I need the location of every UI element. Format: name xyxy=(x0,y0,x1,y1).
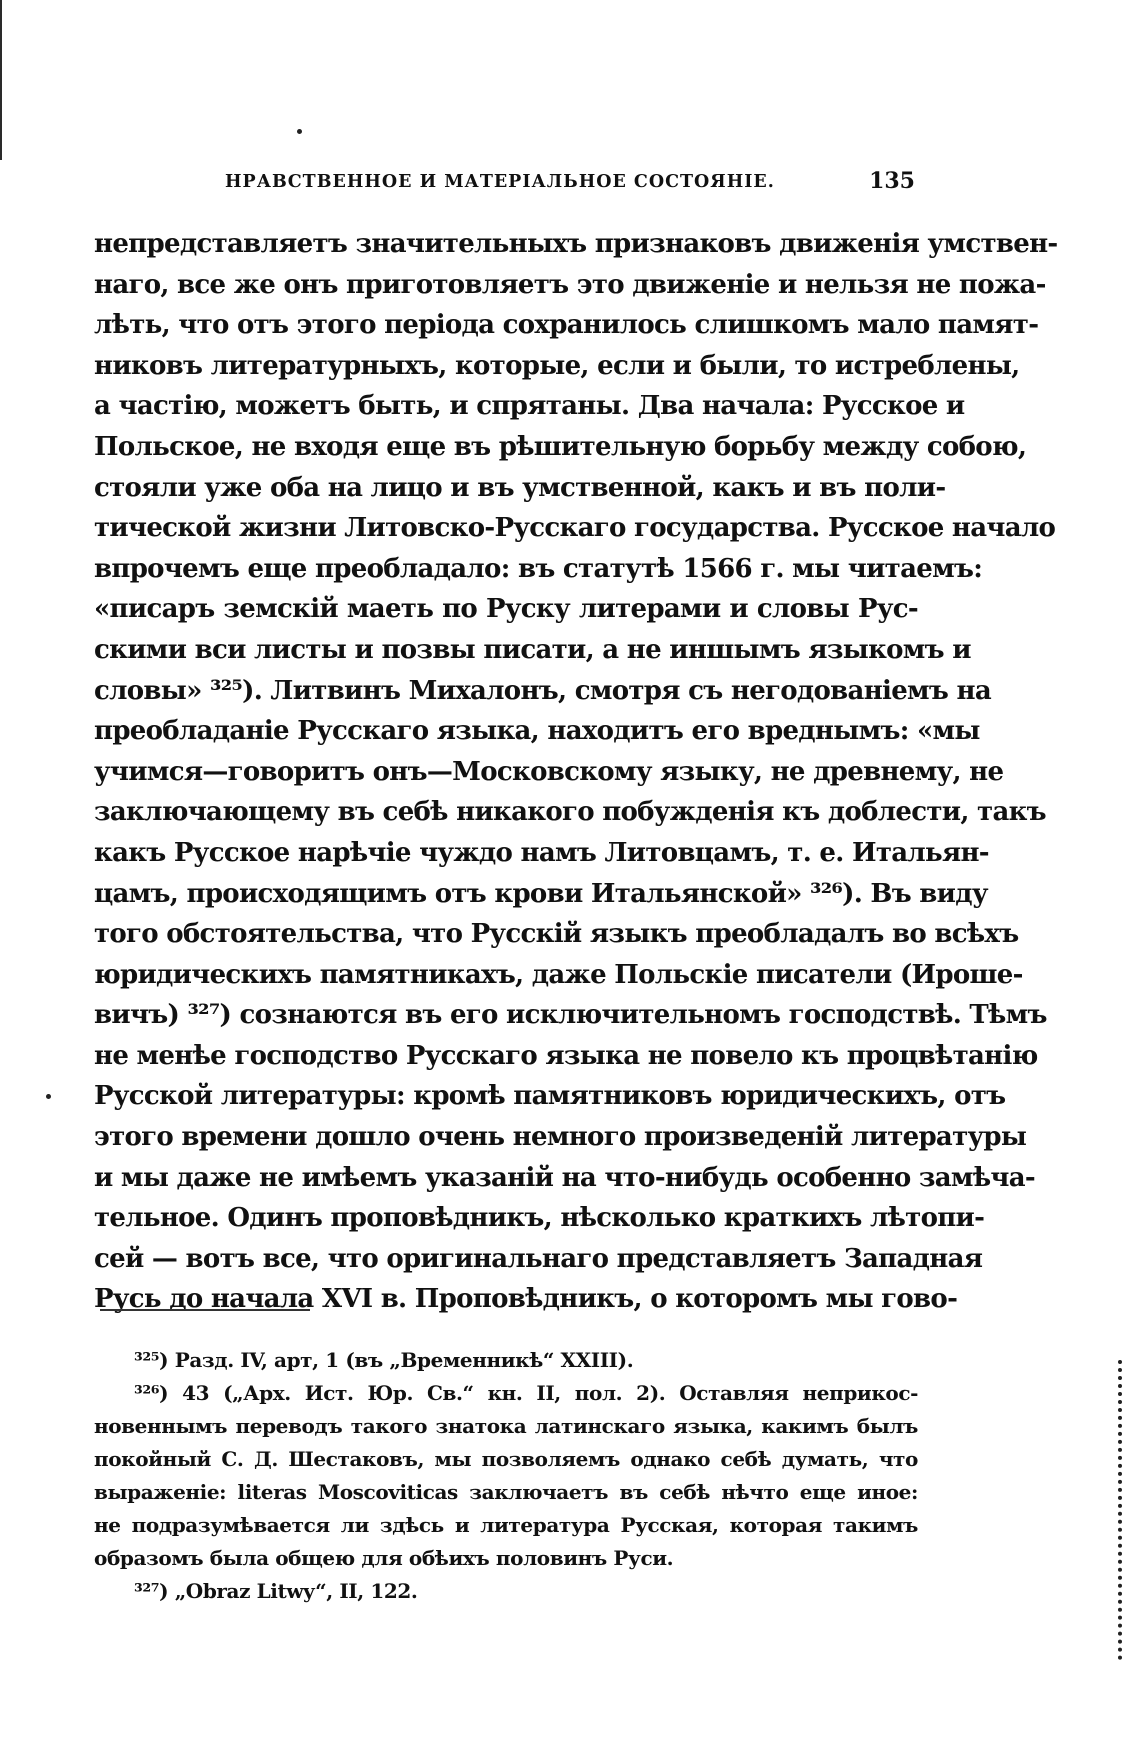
text-line: стояли уже оба на лицо и въ умственной, какъ и въ поли- xyxy=(94,472,946,503)
text-line: какъ Русское нарѣчіе чуждо намъ Литовцамъ, т. е. Итальян- xyxy=(94,837,989,868)
text-line: не менѣе господство Русскаго языка не повело къ процвѣтанію xyxy=(94,1040,1038,1071)
scan-speck xyxy=(46,1094,51,1099)
footnote-326: ³²⁶) 43 („Арх. Ист. Юр. Св.“ кн. II, пол. 2). Оставляя неприкос- xyxy=(134,1381,918,1405)
text-line: непредставляетъ значительныхъ признаковъ движенія умствен- xyxy=(94,229,1058,259)
footnotes xyxy=(94,1344,918,1608)
footnote-line: не подразумѣвается ли здѣсь и литература Русская, которая такимъ xyxy=(94,1513,918,1537)
text-line: «писаръ земскій маеть по Руску литерами и словы Рус- xyxy=(94,594,918,625)
text-line: этого времени дошло очень немного произведеній литературы xyxy=(94,1122,1027,1153)
text-line: наго, все же онъ приготовляетъ это движеніе и нельзя не пожа- xyxy=(94,269,1046,300)
footnote-divider xyxy=(100,1309,310,1311)
text-line: словы» ³²⁵). Литвинъ Михалонъ, смотря съ негодованіемъ на xyxy=(94,675,992,706)
scan-speck xyxy=(297,129,302,134)
text-line: тической жизни Литовско-Русскаго государства. Русское начало xyxy=(94,513,1056,544)
text-line: Русь до начала XVI в. Проповѣдникъ, о которомъ мы гово- xyxy=(94,1284,958,1315)
page-header xyxy=(225,168,915,200)
text-line: и мы даже не имѣемъ указаній на что-нибудь особенно замѣча- xyxy=(94,1162,1035,1193)
footnote-line: покойный С. Д. Шестаковъ, мы позволяемъ однако себѣ думать, что xyxy=(94,1447,918,1471)
text-line: скими вси листы и позвы писати, а не иншымъ языкомъ и xyxy=(94,634,971,665)
footnote-line: новеннымъ переводъ такого знатока латинскаго языка, какимъ былъ xyxy=(94,1414,918,1438)
text-line: никовъ литературныхъ, которые, если и были, то истреблены, xyxy=(94,350,1020,381)
text-line: того обстоятельства, что Русскій языкъ преобладалъ во всѣхъ xyxy=(94,919,1019,950)
text-line: сей — вотъ все, что оригинальнаго представляетъ Западная xyxy=(94,1243,983,1274)
footnote-line: выраженіе: literas Moscoviticas заключаетъ въ себѣ нѣчто еще иное: xyxy=(94,1480,918,1504)
text-line: цамъ, происходящимъ отъ крови Итальянской» ³²⁶). Въ виду xyxy=(94,878,988,909)
text-line: Польское, не входя еще въ рѣшительную борьбу между собою, xyxy=(94,431,1027,462)
footnote-line: образомъ была общею для обѣихъ половинъ Руси. xyxy=(94,1546,674,1570)
page-scan-edge xyxy=(0,0,2,160)
text-line: вичъ) ³²⁷) сознаются въ его исключительномъ господствѣ. Тѣмъ xyxy=(94,1000,1047,1031)
footnote-327: ³²⁷) „Obraz Litwy“, II, 122. xyxy=(134,1579,418,1603)
text-line: тельное. Одинъ проповѣдникъ, нѣсколько краткихъ лѣтопи- xyxy=(94,1203,985,1234)
text-line: впрочемъ еще преобладало: въ статутѣ 1566 г. мы читаемъ: xyxy=(94,553,983,584)
text-line: Русской литературы: кромѣ памятниковъ юридическихъ, отъ xyxy=(94,1081,1006,1112)
text-line: лѣть, что отъ этого періода сохранилось слишкомъ мало памят- xyxy=(94,310,1039,341)
page-scan-edge xyxy=(1118,1360,1126,1660)
page-number: 135 xyxy=(869,168,915,194)
running-title: НРАВСТВЕННОЕ И МАТЕРІАЛЬНОЕ СОСТОЯНІЕ. xyxy=(225,172,775,192)
footnote-325: ³²⁵) Разд. IV, арт, 1 (въ „Временникѣ“ XXIII). xyxy=(134,1348,634,1372)
text-line: преобладаніе Русскаго языка, находитъ его вреднымъ: «мы xyxy=(94,716,980,747)
text-line: а частію, можетъ быть, и спрятаны. Два начала: Русское и xyxy=(94,391,965,422)
body-text xyxy=(94,224,1058,1320)
text-line: юридическихъ памятникахъ, даже Польскіе писатели (Ироше- xyxy=(94,959,1023,990)
text-line: заключающему въ себѣ никакого побужденія къ доблести, такъ xyxy=(94,797,1046,828)
text-line: учимся—говоритъ онъ—Московскому языку, не древнему, не xyxy=(94,756,1004,787)
